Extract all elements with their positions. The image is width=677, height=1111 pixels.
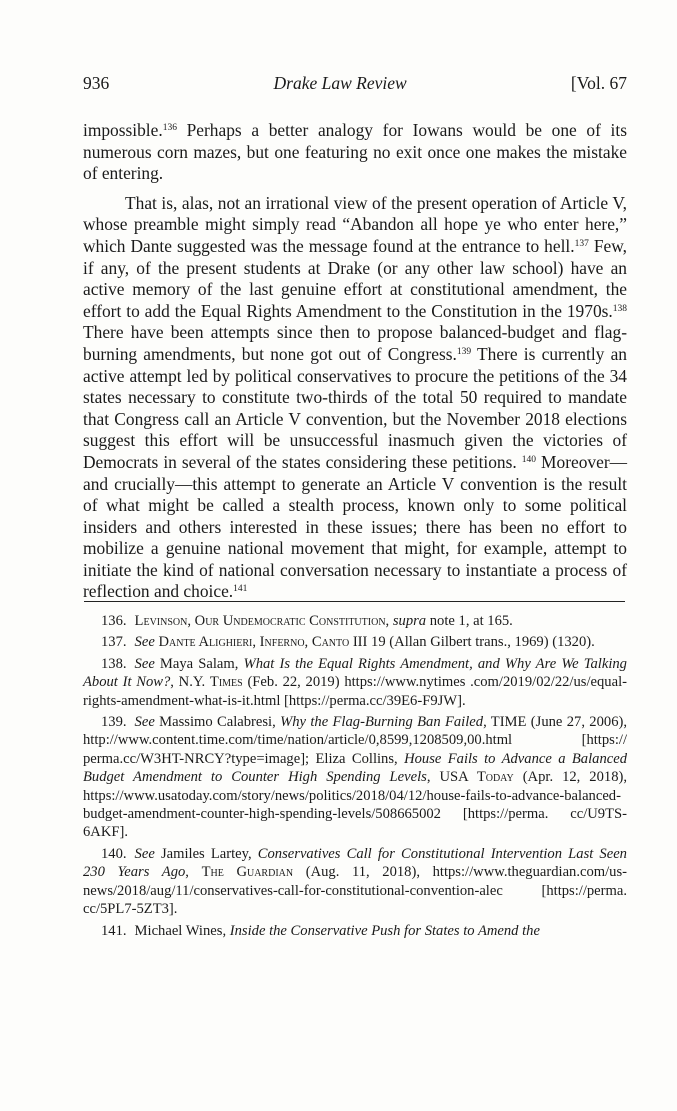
footnote-136: 136. Levinson, Our Undemocratic Constitution, supra note 1, at 165. [101,613,513,629]
footnote-ref-139[interactable]: 139 [456,346,472,357]
paragraph-2: That is, alas, not an irrational view of the present operation of Article V, whose preamble might simply read “Abandon all hope ye who enter here,” which Dante suggested was the message found at the entrance to hell.$^{137}$ Few, if any, of the present students at Drake (or any other law school) have an active memory of the last genuine effort at constitutional amendment, the effort to add the Equal Rights Amendment to the Constitution in the 1970s.$^{138}$ There have been attempts since then to propose balanced-budget and flag-burning amendments, but none got out of Congress.$^{139}$ There is currently an active attempt led by political conservatives to procure the petitions of the 34 states necessary to constitute two-thirds of the total 50 required to mandate that Congress call an Article V convention, but the November 2018 elections suggest this effort will be unsuccessful inasmuch given the victories of Democrats in several of the states considering these petitions. $^{140}$ Moreover—and crucially—this attempt to generate an Article V convention is the result of what might be called a stealth process, known only to some political insiders and others interested in these issues; there has been no effort to mobilize a genuine national movement that might, for example, attempt to initiate the kind of national conversation necessary to instantiate a process of reflection and choice.$^{141}$ [83,192,627,602]
footnote-137: 137. See Dante Alighieri, Inferno, Canto III 19 (Allan Gilbert trans., 1969) (1320). [101,634,595,651]
footnote-ref-141[interactable]: 141 [233,584,248,595]
footnote-ref-137[interactable]: 137 [574,238,589,249]
paragraph-1: impossible.$^{136}$ Perhaps a better analogy for Iowans would be one of its numerous corn mazes, but one featuring no exit once one makes the mistake of entering. [83,120,627,184]
footnote-138-links[interactable]: (Feb. 22, 2019) https://www.nytimes .com/2019/02/22/us/equal-rights-amendment-what-is-it.html [https://perma.cc/39E6-F9JW]. [83,674,627,709]
footnotes [83,612,627,943]
footnote-ref-138[interactable]: 138 [612,303,627,314]
footnote-138: 138. See Maya Salam, What Is the Equal Rights Amendment, and Why Are We Talking About It Now?, N.Y. Times (Feb. 22, 2019) https://www.nytimes .com/2019/02/22/us/equal-rights-amendment-what-is-it.html [https://perma.cc/39E6-F9JW]. [83,655,627,709]
footnote-ref-136[interactable]: 136 [162,123,177,133]
body-text [83,120,627,603]
footnote-ref-140[interactable]: 140 [521,454,537,465]
volume-label: [Vol. 67 [570,73,627,93]
footnote-139-links-1[interactable]: , TIME (June 27, 2006), http://www.content.time.com/time/nation/article/0,8599,1208509,00.html [https:// perma.cc/W3HT-NRCY?type=image]; Eliza Collins, [83,714,627,767]
footnote-divider [84,601,625,602]
footnote-141: 141. Michael Wines, Inside the Conservative Push for States to Amend the [101,922,540,939]
running-head [83,72,627,94]
journal-title: Drake Law Review [273,73,407,93]
footnote-140: 140. See Jamiles Lartey, Conservatives Call for Constitutional Intervention Last Seen 230 Years Ago, The Guardian (Aug. 11, 2018), https://www.theguardian.com/us-news/2018/aug/11/conservatives-call-for-constitutional-convention-alec [https://perma. cc/5PL7-5ZT3]. [83,845,628,918]
page-number: 936 [83,73,110,93]
footnote-139-links-2[interactable]: (Apr. 12, 2018), https://www.usatoday.com/story/news/politics/2018/04/12/house-fails-to-advance-balanced-budget-amendment-counter-high-spending-levels/508665002 [https://perma. cc/U9TS-6AKF]. [83,769,627,841]
footnote-139: 139. See Massimo Calabresi, Why the Flag-Burning Ban Failed, TIME (June 27, 2006), http://www.content.time.com/time/nation/article/0,8599,1208509,00.html [https:// perma.cc/W3HT-NRCY?type=image]; Eliza Collins, House Fails to Advance a Balanced Budget Amendment to Counter High Spending Levels, USA Today (Apr. 12, 2018), https://www.usatoday.com/story/news/politics/2018/04/12/house-fails-to-advance-balanced-budget-amendment-counter-high-spending-levels/508665002 [https://perma. cc/U9TS-6AKF]. [83,714,627,841]
footnote-140-links[interactable]: (Aug. 11, 2018), https://www.theguardian.com/us-news/2018/aug/11/conservatives-call-for-constitutional-convention-alec [https://perma. cc/5PL7-5ZT3]. [83,864,628,918]
